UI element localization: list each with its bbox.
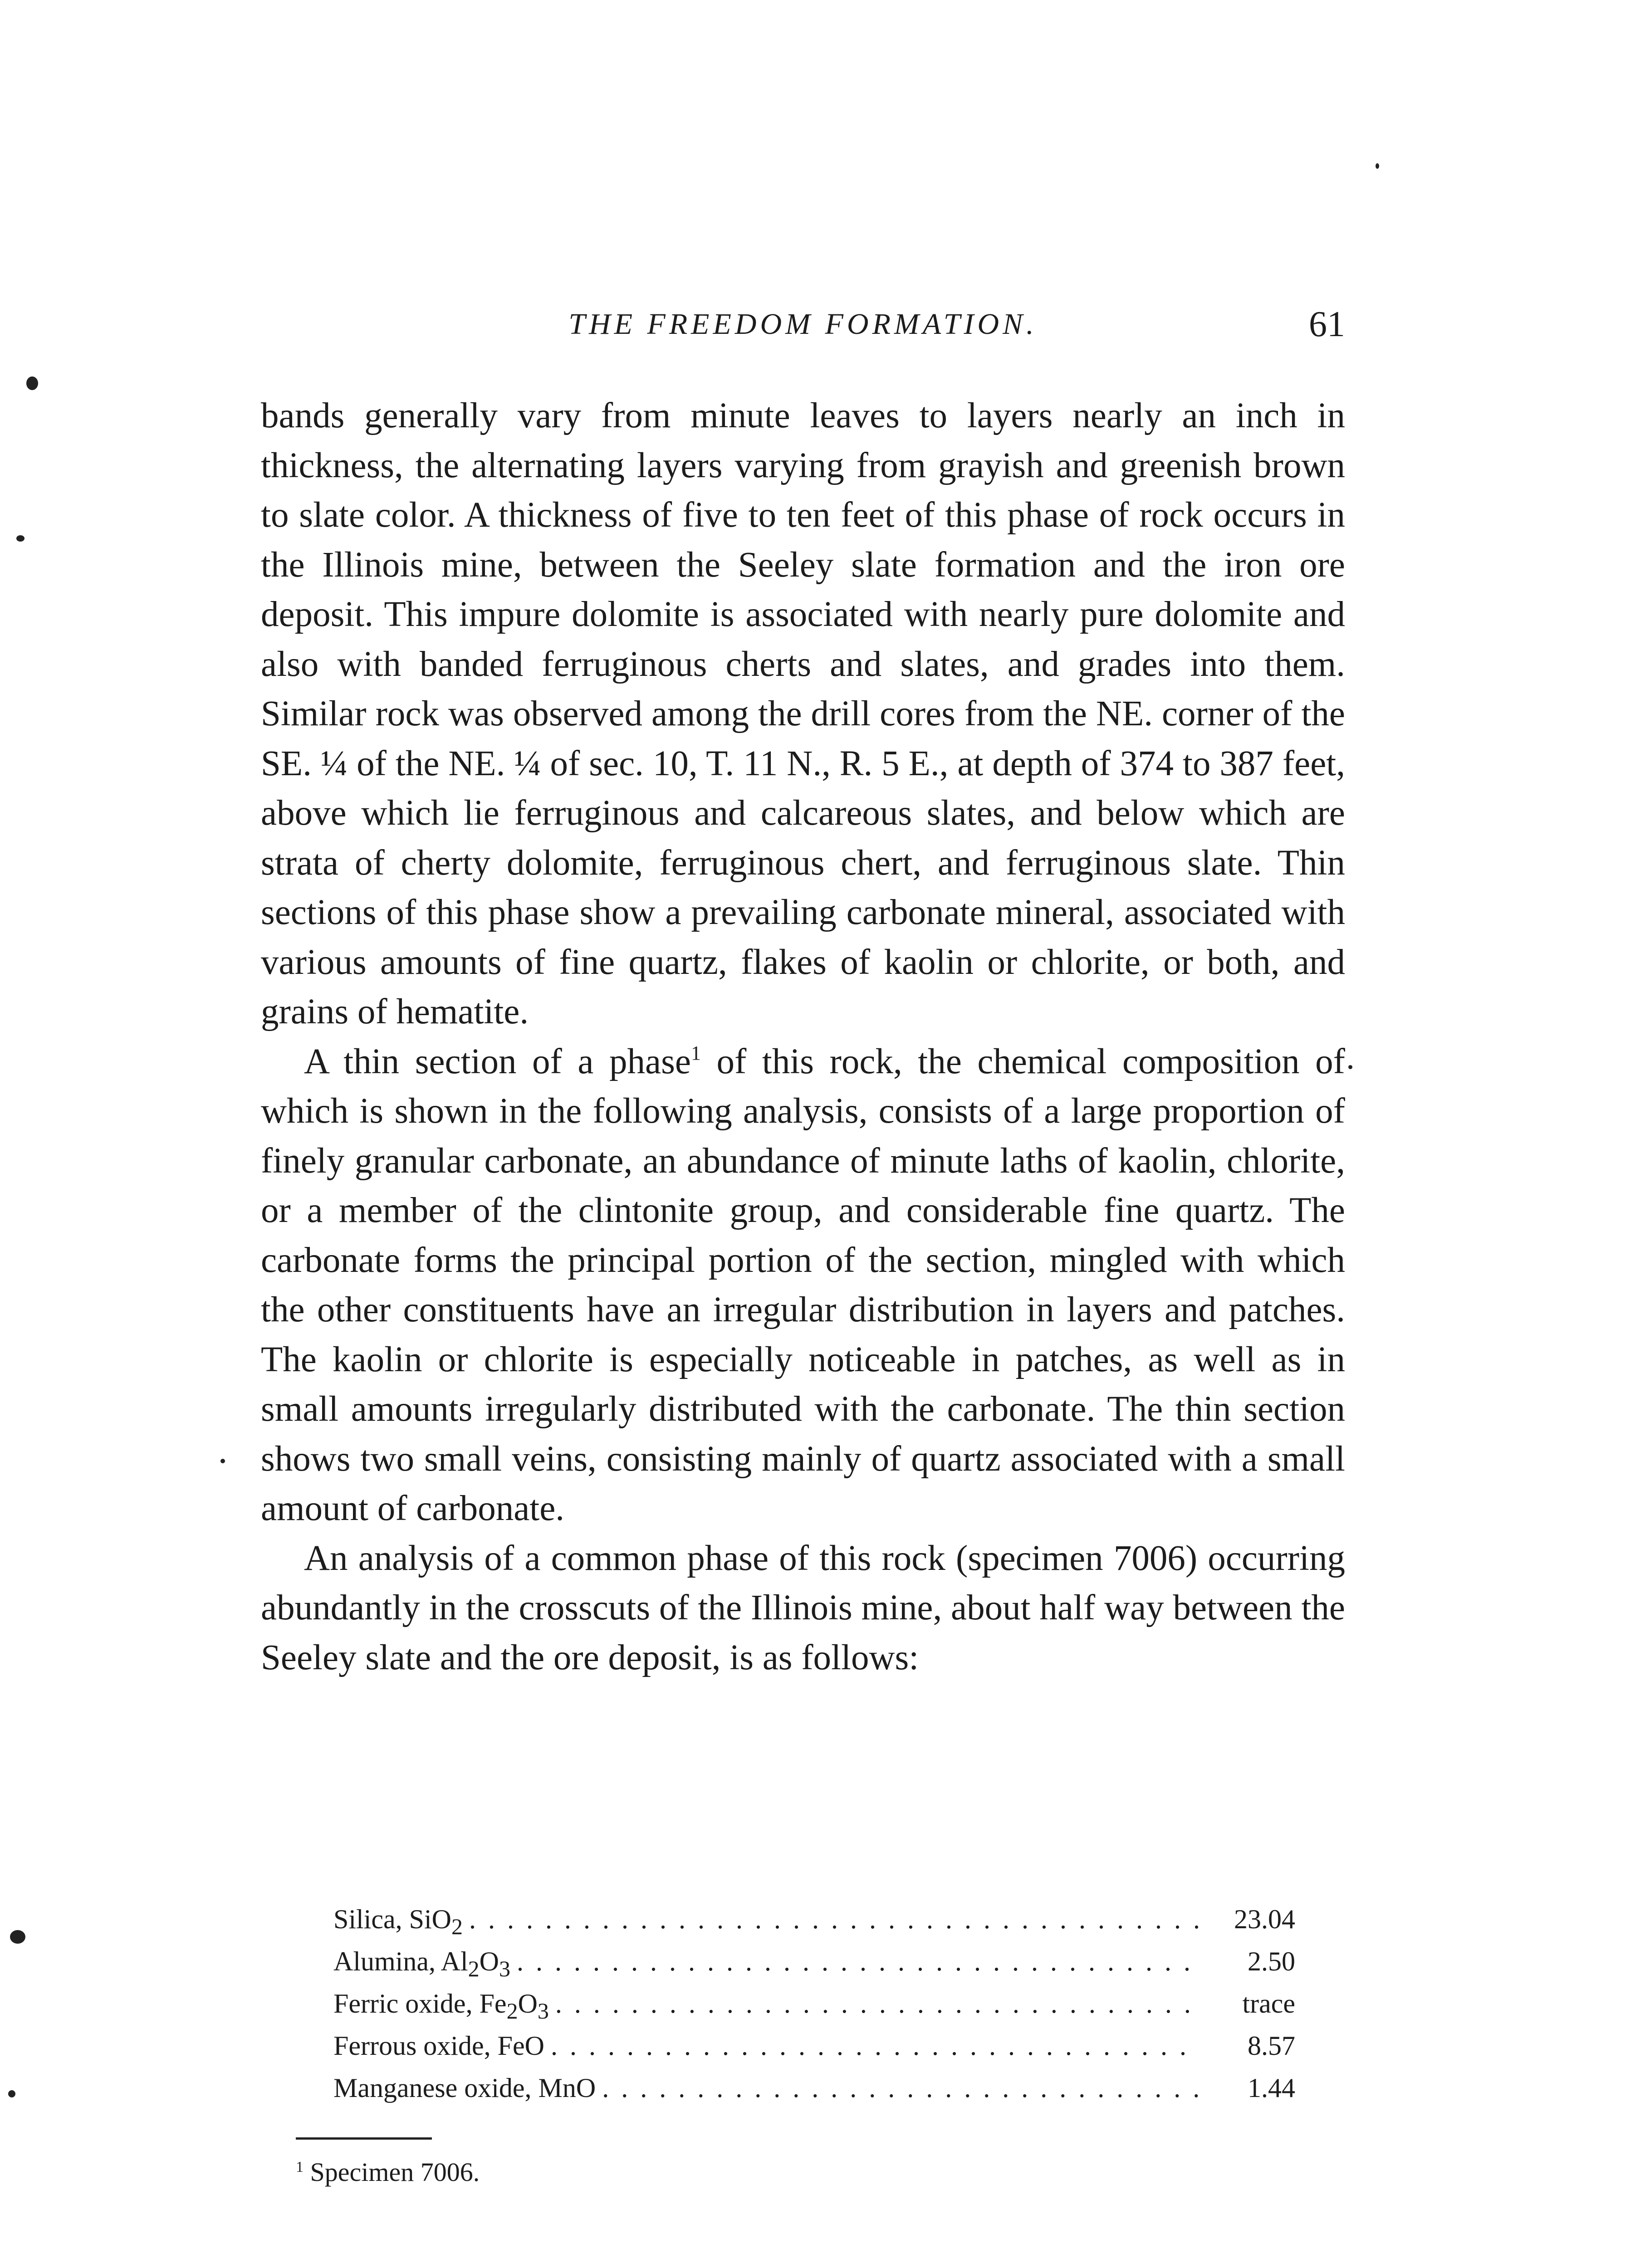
label-subscript: 2: [506, 1998, 518, 2024]
analysis-row: [333, 1983, 1295, 2025]
scan-speck: [220, 1459, 225, 1463]
dot-leader: [555, 1983, 1198, 2025]
label-text: Ferrous oxide, FeO: [333, 2031, 544, 2061]
analysis-row: [333, 1898, 1295, 1941]
dot-leader: [602, 2067, 1198, 2109]
scan-speck: [10, 1930, 25, 1944]
body-text: [261, 391, 1345, 1682]
analysis-value: 1.44: [1248, 2073, 1295, 2103]
analysis-value: 8.57: [1248, 2031, 1295, 2061]
dot-leader: [517, 1941, 1198, 1983]
label-text: Alumina, Al: [333, 1946, 468, 1976]
analysis-label: [333, 2025, 544, 2067]
label-text: Manganese oxide, MnO: [333, 2073, 596, 2103]
label-subscript: 2: [451, 1914, 463, 1939]
paragraph-2-text-end: of this rock, the chemical composition of which is shown in the following analysis, consists of a large proportion of finely granular carbonate, an abundance of minute laths of kaolin, chlorite, or a member of the clintonite group, and considerable fine quartz. The carbonate forms the principal portion of the section, mingled with which the other constituents have an irregular distribution in layers and patches. The kaolin or chlorite is especially noticeable in patches, as well as in small amounts irregularly distributed with the carbonate. The thin section shows two small veins, consisting mainly of quartz associated with a small amount of carbonate.: [261, 1041, 1345, 1528]
analysis-row: [333, 2067, 1295, 2109]
scan-speck: [1376, 163, 1379, 169]
label-subscript: 3: [499, 1956, 511, 1981]
label-subscript: 2: [468, 1956, 480, 1981]
label-text: O: [518, 1989, 538, 2019]
scan-speck: [8, 2090, 15, 2097]
paragraph-1: bands generally vary from minute leaves to layers nearly an inch in thickness, the alternating layers varying from grayish and greenish brown to slate color. A thickness of five to ten feet of this phase of rock occurs in the Illinois mine, between the Seeley slate formation and the iron ore deposit. This impure dolomite is associated with nearly pure dolomite and also with banded ferruginous cherts and slates, and grades into them. Similar rock was observed among the drill cores from the NE. corner of the SE. ¼ of the NE. ¼ of sec. 10, T. 11 N., R. 5 E., at depth of 374 to 387 feet, above which lie ferruginous and calcareous slates, and below which are strata of cherty dolomite, ferruginous chert, and ferruginous slate. Thin sections of this phase show a prevailing carbonate mineral, associated with various amounts of fine quartz, flakes of kaolin or chlorite, or both, and grains of hematite.: [261, 396, 1345, 1031]
scan-speck: [26, 376, 38, 390]
label-text: Silica, SiO: [333, 1904, 452, 1934]
footnote-text: Specimen 7006.: [304, 2157, 480, 2187]
label-subscript: 3: [537, 1998, 549, 2024]
analysis-value: 23.04: [1234, 1904, 1295, 1934]
analysis-row: [333, 2025, 1295, 2067]
scan-speck: [1348, 1065, 1352, 1069]
label-text: Ferric oxide, Fe: [333, 1989, 507, 2019]
dot-leader: [551, 2025, 1198, 2067]
analysis-row: [333, 1941, 1295, 1983]
analysis-label: [333, 2067, 596, 2109]
analysis-value: 2.50: [1248, 1946, 1295, 1976]
running-head: [261, 299, 1345, 349]
running-title: THE FREEDOM FORMATION.: [568, 308, 1038, 341]
footnote: [296, 2149, 480, 2190]
footnote-rule: [296, 2137, 432, 2140]
analysis-table: [333, 1898, 1295, 2109]
paragraph-3: An analysis of a common phase of this rock (specimen 7006) occurring abundantly in the crosscuts of the Illinois mine, about half way between the Seeley slate and the ore deposit, is as follows:: [261, 1538, 1345, 1677]
label-text: O: [479, 1946, 499, 1976]
scan-speck: [16, 535, 24, 542]
footnote-marker: 1: [296, 2159, 304, 2175]
paragraph-2: [261, 1037, 1345, 1534]
page-number: 61: [1309, 304, 1345, 344]
footnote-reference: 1: [690, 1041, 701, 1064]
paragraph-2-text-start: A thin section of a phase: [304, 1041, 691, 1081]
analysis-value: trace: [1242, 1989, 1295, 2019]
dot-leader: [469, 1898, 1198, 1941]
